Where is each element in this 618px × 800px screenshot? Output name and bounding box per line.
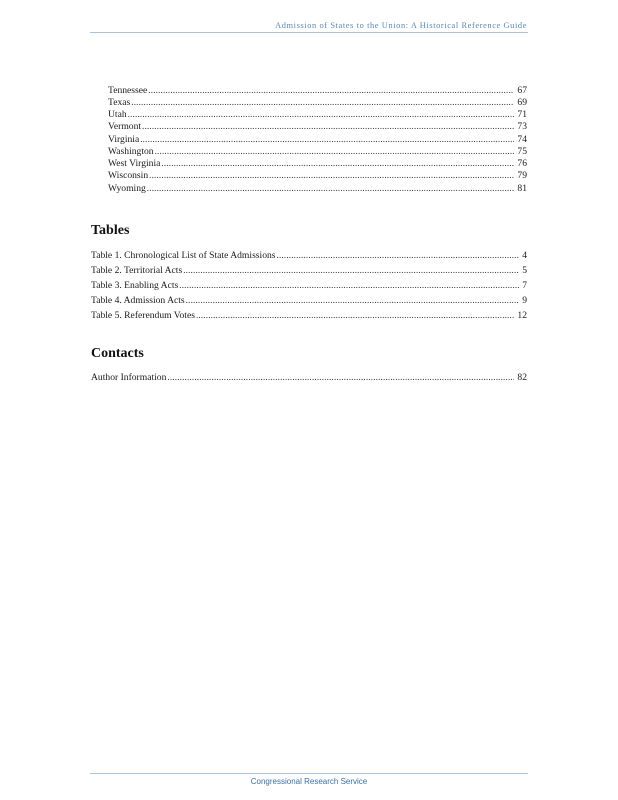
dot-leader xyxy=(155,145,515,157)
toc-entry-page: 5 xyxy=(522,265,527,276)
toc-entry-label: Table 2. Territorial Acts xyxy=(91,265,183,276)
toc-entry-page: 12 xyxy=(517,310,527,321)
toc-entry-page: 82 xyxy=(517,372,527,383)
toc-entry-author-information[interactable] xyxy=(91,371,527,383)
toc-entry-page: 69 xyxy=(517,97,527,108)
toc-entry-wisconsin[interactable] xyxy=(108,169,527,181)
toc-entry-texas[interactable] xyxy=(108,96,527,108)
toc-entry-label: Tennessee xyxy=(108,85,148,96)
toc-entry-page: 9 xyxy=(522,295,527,306)
toc-entry-page: 74 xyxy=(517,134,527,145)
toc-entry-label: Wyoming xyxy=(108,183,146,194)
dot-leader xyxy=(196,309,514,321)
dot-leader xyxy=(179,279,519,291)
toc-entry-label: Table 3. Enabling Acts xyxy=(91,280,179,291)
toc-entry-page: 75 xyxy=(517,146,527,157)
toc-entry-page: 7 xyxy=(522,280,527,291)
dot-leader xyxy=(142,120,514,132)
dot-leader xyxy=(148,84,514,96)
toc-entry-page: 81 xyxy=(517,183,527,194)
toc-entry-virginia[interactable] xyxy=(108,133,527,145)
toc-entry-table-1[interactable] xyxy=(91,249,527,261)
dot-leader xyxy=(131,96,514,108)
toc-entry-utah[interactable] xyxy=(108,108,527,120)
toc-entry-label: Author Information xyxy=(91,372,167,383)
dot-leader xyxy=(186,294,520,306)
dot-leader xyxy=(161,157,514,169)
dot-leader xyxy=(140,133,514,145)
dot-leader xyxy=(277,249,520,261)
toc-entry-table-2[interactable] xyxy=(91,264,527,276)
toc-entry-vermont[interactable] xyxy=(108,120,527,132)
toc-entry-page: 67 xyxy=(517,85,527,96)
toc-entry-page: 4 xyxy=(522,250,527,261)
toc-entry-west-virginia[interactable] xyxy=(108,157,527,169)
toc-entry-page: 79 xyxy=(517,170,527,181)
running-header-title: Admission of States to the Union: A Historical Reference Guide xyxy=(275,21,527,30)
toc-entry-label: West Virginia xyxy=(108,158,161,169)
toc-entry-label: Vermont xyxy=(108,121,142,132)
footer-divider xyxy=(90,773,528,774)
dot-leader xyxy=(183,264,519,276)
toc-entry-table-3[interactable] xyxy=(91,279,527,291)
toc-entry-wyoming[interactable] xyxy=(108,182,527,194)
toc-entry-table-4[interactable] xyxy=(91,294,527,306)
toc-entry-page: 76 xyxy=(517,158,527,169)
contacts-section-heading: Contacts xyxy=(91,346,144,361)
toc-entry-page: 71 xyxy=(517,109,527,120)
header-divider xyxy=(90,32,528,33)
toc-entry-table-5[interactable] xyxy=(91,309,527,321)
toc-entry-tennessee[interactable] xyxy=(108,84,527,96)
toc-entry-label: Washington xyxy=(108,146,154,157)
dot-leader xyxy=(149,169,514,181)
footer-organization: Congressional Research Service xyxy=(250,777,368,786)
dot-leader xyxy=(147,182,515,194)
dot-leader xyxy=(128,108,515,120)
toc-entry-label: Table 1. Chronological List of State Admissions xyxy=(91,250,276,261)
toc-entry-label: Table 4. Admission Acts xyxy=(91,295,185,306)
toc-entry-label: Wisconsin xyxy=(108,170,149,181)
toc-entry-label: Texas xyxy=(108,97,131,108)
toc-entry-label: Virginia xyxy=(108,134,140,145)
toc-entry-label: Table 5. Referendum Votes xyxy=(91,310,195,321)
tables-section-heading: Tables xyxy=(91,223,130,238)
toc-entry-page: 73 xyxy=(517,121,527,132)
dot-leader xyxy=(167,371,514,383)
toc-entry-label: Utah xyxy=(108,109,127,120)
toc-entry-washington[interactable] xyxy=(108,145,527,157)
